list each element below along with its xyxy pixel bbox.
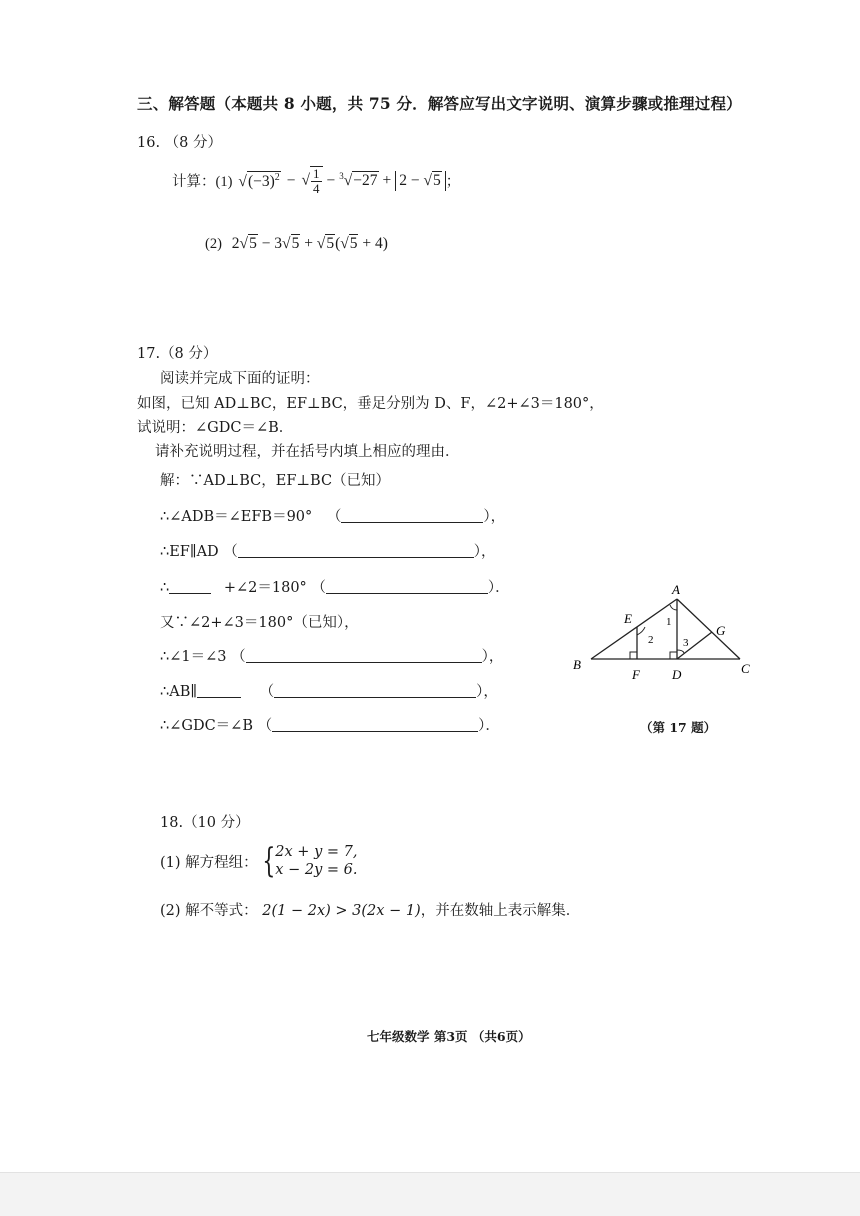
q17-step-2: ∴EF∥AD （ ）， <box>160 544 496 560</box>
angle-blank[interactable] <box>169 579 211 594</box>
segment-ab <box>591 599 677 659</box>
page-footer: 七年级数学 第3页 （共6页） <box>367 1029 531 1044</box>
q18-eq1: 2x + y = 7, <box>275 844 358 860</box>
reason-blank-6[interactable] <box>274 683 476 698</box>
q17-step-7: ∴∠GDC＝∠B （ ）． <box>160 718 500 734</box>
q18-part2-tail: ，并在数轴上表示解集． <box>420 903 581 919</box>
angle-label-2: 2 <box>648 634 654 646</box>
q17-step-4: 又∵∠2+∠3＝180°（已知）， <box>160 615 359 631</box>
label-f: F <box>632 667 640 682</box>
q17-step-5: ∴∠1＝∠3 （ ）， <box>160 649 504 665</box>
q16-part2: (2) 2√5 − 3√5 + √5(√5 + 4) <box>205 235 388 252</box>
q16-number: 16. <box>137 135 161 151</box>
q17-intro: 阅读并完成下面的证明： <box>160 371 320 387</box>
figure-caption: （第 17 题） <box>640 720 717 735</box>
label-e: E <box>624 611 632 626</box>
q16-part1: 计算：(1) $√(-3)^2$ − √ $\frac{1}{4}$ − $^3$√−27 + 2 − √5 ； <box>172 166 461 196</box>
q17-number: 17. <box>137 346 161 362</box>
q17-figure <box>566 580 766 730</box>
reason-blank-3[interactable] <box>326 579 488 594</box>
q18-number: 18. <box>160 815 184 831</box>
q17-step-6: ∴AB∥ （ ）， <box>160 684 498 700</box>
q18-part2-label: (2) 解不等式： <box>160 903 258 919</box>
label-g: G <box>716 623 726 638</box>
label-a: A <box>672 582 680 597</box>
angle-3-arc <box>677 650 684 653</box>
q18-part2 <box>160 899 580 920</box>
reason-blank-1[interactable] <box>341 508 483 523</box>
reason-blank-7[interactable] <box>272 717 478 732</box>
q16-semicolon: ； <box>445 174 461 191</box>
angle-2-arc <box>637 627 645 635</box>
line-blank[interactable] <box>197 683 241 698</box>
q18-eq2: x − 2y = 6. <box>275 862 358 879</box>
q18-points: （10 分） <box>183 815 250 831</box>
reason-blank-2[interactable] <box>238 543 474 558</box>
q17-step-3: ∴ +∠2＝180° （ ）． <box>160 580 510 596</box>
q17-points: （8 分） <box>160 346 218 362</box>
angle-label-1: 1 <box>666 616 672 628</box>
q17-prove: 试说明：∠GDC＝∠B． <box>137 420 294 436</box>
label-b: B <box>573 657 581 672</box>
q18-part1-label: (1) 解方程组： <box>160 854 258 871</box>
q17-step-0: 解：∵AD⊥BC，EF⊥BC（已知） <box>160 473 391 489</box>
angle-1-arc <box>670 605 677 610</box>
q17-step-1: ∴∠ADB＝∠EFB＝90° （ ）， <box>160 509 506 525</box>
reason-blank-5[interactable] <box>246 648 482 663</box>
segment-ac <box>677 599 740 659</box>
q16-part1-label: 计算：(1) <box>172 174 233 191</box>
q17-header <box>137 342 217 363</box>
label-c: C <box>741 661 750 676</box>
q17-given: 如图，已知 AD⊥BC，EF⊥BC，垂足分别为 D、F，∠2+∠3＝180°， <box>137 396 604 412</box>
viewer-bottom-bar <box>0 1172 860 1216</box>
right-angle-f <box>630 652 637 659</box>
q18-inequality: 2(1 − 2x) > 3(2x − 1) <box>262 903 421 919</box>
q18-header <box>160 811 250 832</box>
q16-part2-label: (2) <box>205 236 222 252</box>
q17-instruction: 请补充说明过程，并在括号内填上相应的理由． <box>155 444 460 460</box>
label-d: D <box>672 667 682 682</box>
angle-label-3: 3 <box>683 637 689 649</box>
q18-part1: (1) 解方程组： { 2x + y = 7, x − 2y = 6. <box>160 841 358 882</box>
section-heading: 三、解答题（本题共 8 小题，共 75 分．解答应写出文字说明、演算步骤或推理过程） <box>137 94 742 113</box>
q16-header <box>137 131 222 152</box>
q16-points: （8 分） <box>164 135 223 151</box>
right-angle-d <box>670 652 677 659</box>
